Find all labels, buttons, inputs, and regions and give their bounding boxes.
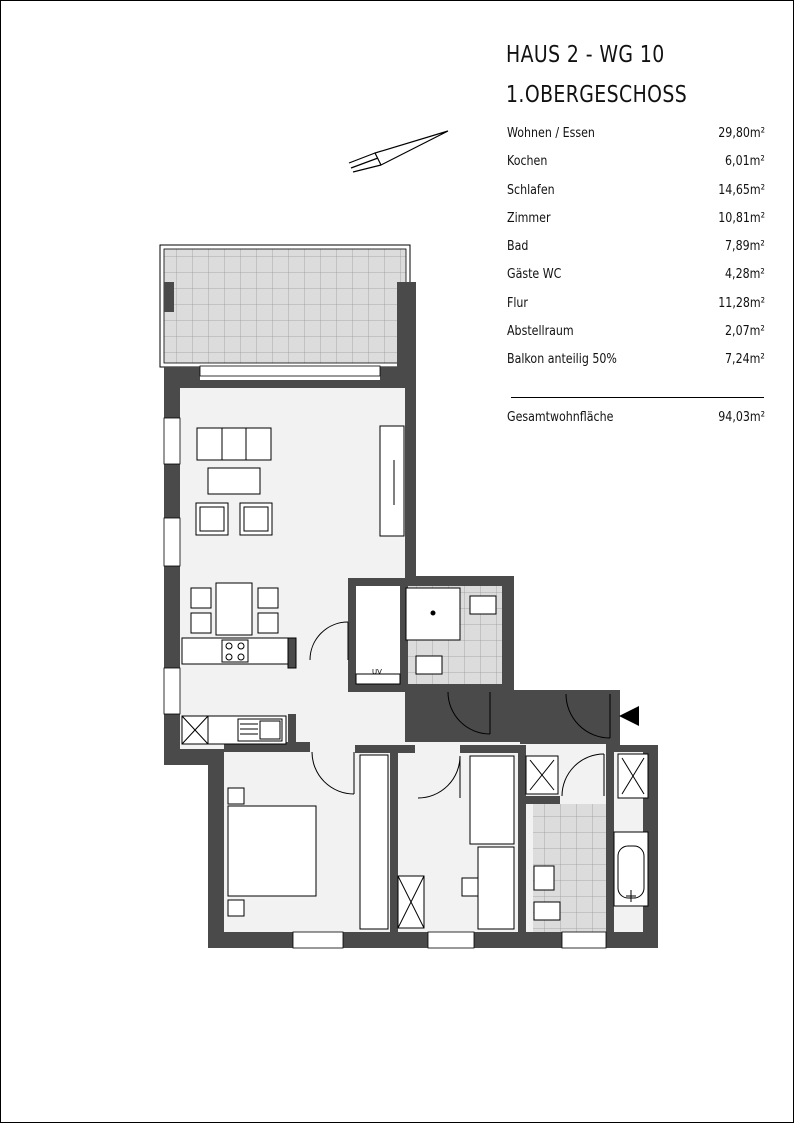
balcony xyxy=(160,245,410,367)
total-label: Gesamtwohnfläche xyxy=(507,410,614,425)
utility-label: UV xyxy=(372,668,382,676)
room-area: 7,89m² xyxy=(725,239,765,255)
room-name: Bad xyxy=(507,239,529,255)
room-name: Zimmer xyxy=(507,210,551,226)
room-area: 10,81m² xyxy=(718,210,765,226)
room-name: Kochen xyxy=(507,154,548,170)
plan-title: HAUS 2 - WG 10 xyxy=(506,42,665,68)
room-area: 14,65m² xyxy=(718,182,765,198)
room-name: Wohnen / Essen xyxy=(507,126,595,141)
room-area: 11,28m² xyxy=(718,295,765,311)
floor-title: 1.OBERGESCHOSS xyxy=(506,82,688,108)
room-name: Balkon anteilig 50% xyxy=(507,352,617,368)
room-name: Schlafen xyxy=(507,182,555,198)
room-name: Abstellraum xyxy=(507,324,574,340)
room-area: 6,01m² xyxy=(725,154,765,170)
entrance-arrow-icon xyxy=(619,706,639,726)
room-name: Flur xyxy=(507,295,528,311)
room-area: 29,80m² xyxy=(718,126,765,141)
total-area: 94,03m² xyxy=(718,410,765,425)
room-area: 4,28m² xyxy=(725,267,765,283)
room-area: 2,07m² xyxy=(725,324,765,340)
room-area: 7,24m² xyxy=(725,352,765,368)
room-name: Gäste WC xyxy=(507,267,562,283)
